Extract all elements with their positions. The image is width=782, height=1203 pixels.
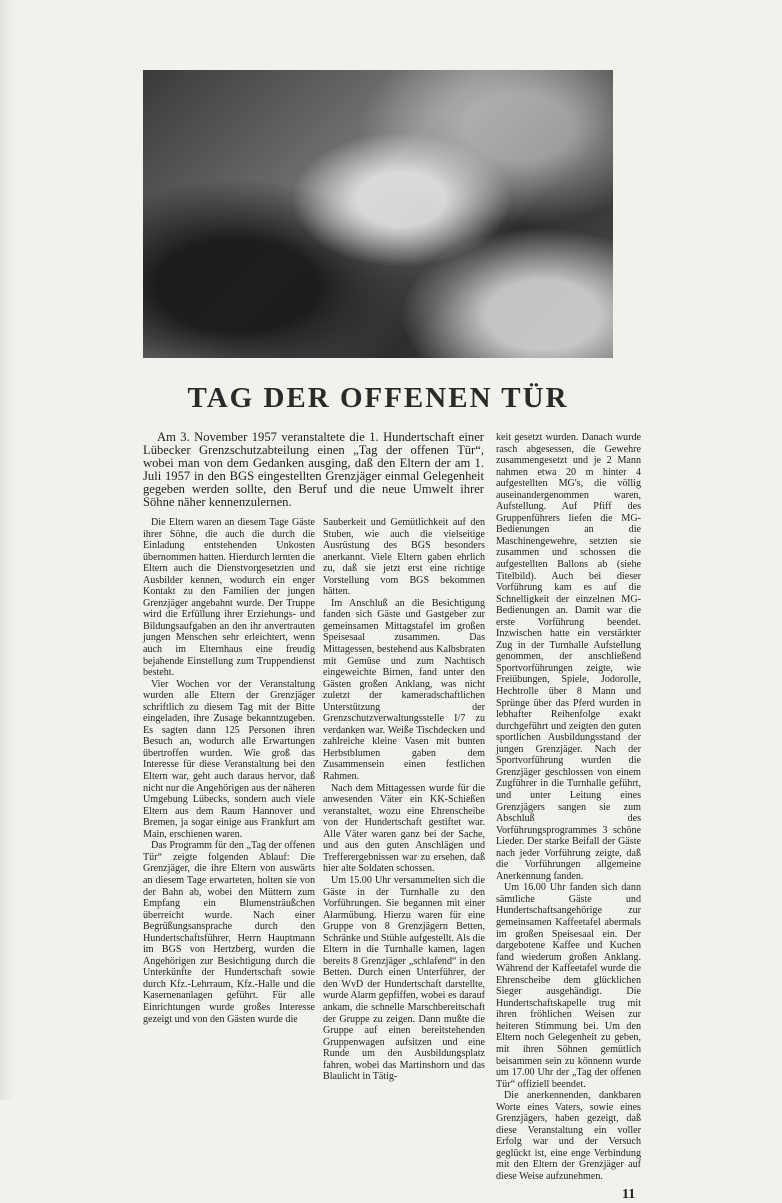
article-title: TAG DER OFFENEN TÜR — [187, 382, 569, 414]
paragraph: Die anerkennenden, dankbaren Worte eines Vaters, sowie eines Grenzjägers, haben gezeigt, daß diese Veranstaltung ein voller Erfolg war und der Versuch geglückt ist, eine enge Verbindung mit den Eltern der Grenzjäger auf diese Weise aufzunehmen. — [496, 1090, 641, 1182]
text-column-1 — [143, 517, 315, 1025]
paragraph: keit gesetzt wurden. Danach wurde rasch abgesessen, die Gewehre zusammengesetzt und je 2 Mann nahmen etwa 20 m hinter 4 aufgestellten MG's, die völlig auseinandergenommen waren, Aufstellung. Auf Pfiff des Gruppenführers liefen die MG-Bedienungen an die Maschinengewehre, setzten sie zusammen und schossen die aufgestellten Ballons ab (siehe Titelbild). Auch bei dieser Vorführung kam es auf die Schnelligkeit der einzelnen MG-Bedienungen an. Damit war die erste Vorführung beendet. Inzwischen hatte ein verstärkter Zug in der Turnhalle Aufstellung genommen, der anschließend Sportvorführungen zeigte, wie Freiübungen, Spiele, Jodorolle, Hechtrolle über 8 Mann und Sprünge über das Pferd wurden in lebhafter Reihenfolge exakt durchgeführt und zeigten den guten sportlichen Ausbildungsstand der jungen Grenzjäger. Nach der Sportvorführung wurden die Grenzjäger geschlossen von einem Zugführer in die Turnhalle geführt, und unter Leitung eines Grenzjägers sangen sie zum Abschluß des Vorführungsprogrammes 3 schöne Lieder. Der starke Beifall der Gäste nach jeder Vorführung zeigte, daß die Vorführungen allgemeine Anerkennung fanden. — [496, 432, 641, 882]
paragraph: Um 15.00 Uhr versammelten sich die Gäste in der Turnhalle zu den Vorführungen. Sie begannen mit einer Alarmübung. Hierzu waren für eine Gruppe von 8 Grenzjägern Betten, Schränke und Stühle aufgestellt. Als die Eltern in die Turnhalle kamen, lagen bereits 8 Grenzjäger „schlafend“ in den Betten. Durch einen Unterführer, der den WvD der Hundertschaft darstellte, wurde Alarm gepfiffen, wobei es darauf ankam, die schnelle Marschbereitschaft der Gruppe zu zeigen. Dann mußte die Gruppe auf einen bereitstehenden Gruppenwagen aufsitzen und eine Runde um den Ausbildungsplatz fahren, wobei das Martinshorn und das Blaulicht in Tätig- — [323, 874, 485, 1083]
event-photo — [143, 70, 613, 358]
article-intro: Am 3. November 1957 veranstaltete die 1. Hundertschaft einer Lübecker Grenzschutzabteilung einen „Tag der offenen Tür“, wobei man von dem Gedanken ausging, daß den Eltern der am 1. Juli 1957 in den BGS eingestellten Grenzjäger einmal Gelegenheit gegeben werden sollte, den Beruf und die neue Umwelt ihrer Söhne näher kennenzulernen. — [143, 430, 484, 509]
text-column-3 — [496, 432, 641, 1183]
paragraph: Vier Wochen vor der Veranstaltung wurden alle Eltern der Grenzjäger schriftlich zu diesem Tag mit der Bitte eingeladen, ihre Zusage bekanntzugeben. Es sagten dann 125 Personen ihren Besuch an, wodurch alle Erwartungen übertroffen wurden. Wie groß das Interesse für diese Veranstaltung bei den Eltern war, geht auch daraus hervor, daß nicht nur die Angehörigen aus der näheren Umgebung Lübecks, sondern auch viele Eltern aus dem Raum Hannover und Bremen, ja sogar einige aus Frankfurt am Main, erschienen waren. — [143, 678, 315, 840]
paragraph: Die Eltern waren an diesem Tage Gäste ihrer Söhne, die auch die durch die Einladung entstehenden Unkosten übernommen hatten. Hierdurch lernten die Eltern auch die Dienstvorgesetzten und Ausbilder kennen, wodurch ein enger Kontakt zu den Familien der jungen Grenzjäger angebahnt wurde. Der Truppe wird die Erfüllung ihrer Erziehungs- und Bildungsaufgaben an den ihr anvertrauten jungen Menschen sehr erleichtert, wenn auch im Elternhaus eine freudig bejahende Einstellung zum Truppendienst besteht. — [143, 517, 315, 679]
paragraph: Im Anschluß an die Besichtigung fanden sich Gäste und Gastgeber zur gemeinsamen Mittagstafel im großen Speisesaal zusammen. Das Mittagessen, bestehend aus Kalbsbraten mit Gemüse und zum Nachtisch eingeweichte Birnen, fand unter den Gästen großen Anklang, was nicht zuletzt der kameradschaftlichen Unterstützung der Grenzschutzverwaltungsstelle I/7 zu verdanken war. Weiße Tischdecken und zahlreiche kleine Vasen mit bunten Herbstblumen gaben dem Zusammensein einen festlichen Rahmen. — [323, 597, 485, 783]
scan-edge — [0, 0, 14, 1100]
paragraph: Das Programm für den „Tag der offenen Tür“ zeigte folgenden Ablauf: Die Grenzjäger, die ihre Eltern von auswärts an diesem Tage erwarteten, holten sie von der Bahn ab, wobei den Müttern zum Empfang ein Blumensträußchen überreicht wurde. Nach einer Begrüßungsansprache durch den Hundertschaftsführer, Herrn Hauptmann im BGS von Hertzberg, wurden die Angehörigen zur Besichtigung durch die Unterkünfte der Hundertschaft sowie durch Kfz.-Lehrraum, Kfz.-Halle und die Kasernenanlagen geführt. Für alle Einrichtungen wurde großes Interesse gezeigt und von den Gästen wurde die — [143, 840, 315, 1025]
paragraph: Sauberkeit und Gemütlichkeit auf den Stuben, wie auch die vielseitige Ausrüstung des BGS besonders anerkannt. Viele Eltern gaben ehrlich zu, daß sie jetzt erst eine richtige Vorstellung vom BGS bekommen hätten. — [323, 517, 485, 598]
paragraph: Nach dem Mittagessen wurde für die anwesenden Väter ein KK-Schießen veranstaltet, wozu eine Ehrenscheibe von der Hundertschaft gestiftet war. Alle Väter waren ganz bei der Sache, und aus den guten Anschlägen und Trefferergebnissen war zu ersehen, daß hier alte Soldaten schossen. — [323, 782, 485, 875]
page-number: 11 — [622, 1187, 636, 1202]
text-column-2 — [323, 517, 485, 1083]
paragraph: Um 16.00 Uhr fanden sich dann sämtliche Gäste und Hundertschaftsangehörige zur gemeinsamen Kaffeetafel abermals im großen Speisesaal ein. Der dargebotene Kaffee und Kuchen fand wiederum großen Anklang. Während der Kaffeetafel wurde die Ehrenscheibe dem glücklichen Sieger ausgehändigt. Die Hundertschaftskapelle trug mit ihren fröhlichen Weisen zur heiteren Stimmung bei. Um den Eltern noch Gelegenheit zu geben, mit ihren Söhnen gemütlich beisammen sein zu könnenn wurde um 17.00 Uhr der „Tag der offenen Tür“ offiziell beendet. — [496, 882, 641, 1090]
